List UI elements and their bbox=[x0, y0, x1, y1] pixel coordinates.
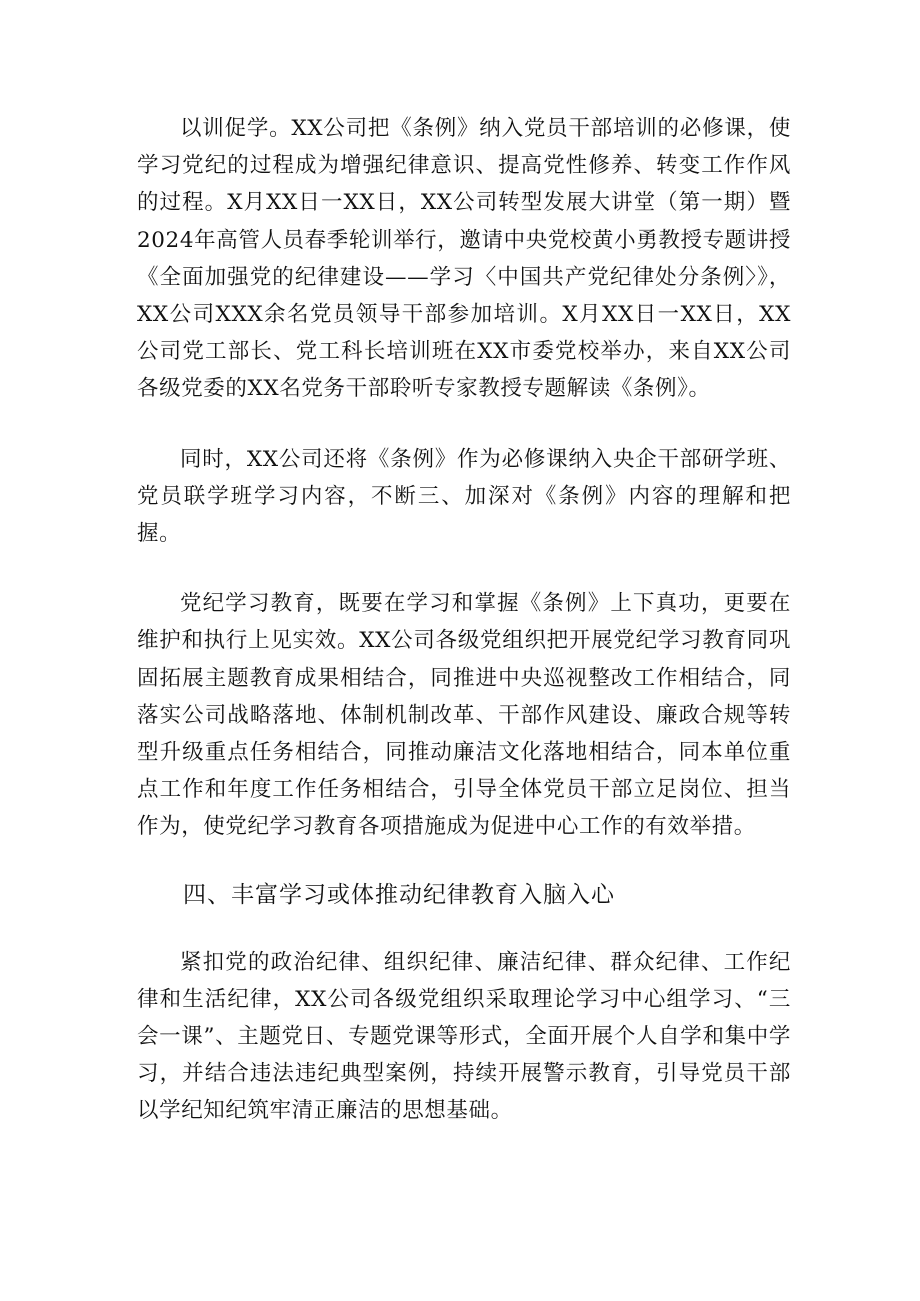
paragraph-discipline-education: 紧扣党的政治纪律、组织纪律、廉洁纪律、群众纪律、工作纪律和生活纪律，XX公司各级党组织采取理论学习中心组学习、“三会一课”、主题党日、专题党课等形式，全面开展个人自学和集中学习，并结合违法违纪典型案例，持续开展警示教育，引导党员干部以学纪知纪筑牢清正廉洁的思想基础。 bbox=[137, 949, 791, 1124]
paragraph-training: 以训促学。XX公司把《条例》纳入党员干部培训的必修课，使学习党纪的过程成为增强纪律意识、提高党性修养、转变工作作风的过程。X月XX日一XX日，XX公司转型发展大讲堂（第一期）暨2024年高管人员春季轮训举行，邀请中央党校黄小勇教授专题讲授《全面加强党的纪律建设——学习〈中国共产党纪律处分条例〉》，XX公司XXX余名党员领导干部参加培训。X月XX日一XX日，XX公司党工部长、党工科长培训班在XX市委党校举办，来自XX公司各级党委的XX名党务干部聆听专家教授专题解读《条例》。 bbox=[137, 116, 791, 402]
section-heading-four: 四、丰富学习或体推动纪律教育入脑入心 bbox=[183, 881, 615, 908]
paragraph-curriculum: 同时，XX公司还将《条例》作为必修课纳入央企干部研学班、党员联学班学习内容，不断三、加深对《条例》内容的理解和把握。 bbox=[137, 446, 791, 547]
paragraph-implementation: 党纪学习教育，既要在学习和掌握《条例》上下真功，更要在维护和执行上见实效。XX公司各级党组织把开展党纪学习教育同巩固拓展主题教育成果相结合，同推进中央巡视整改工作相结合，同落实公司战略落地、体制机制改革、干部作风建设、廉政合规等转型升级重点任务相结合，同推动廉洁文化落地相结合，同本单位重点工作和年度工作任务相结合，引导全体党员干部立足岗位、担当作为，使党纪学习教育各项措施成为促进中心工作的有效举措。 bbox=[137, 591, 791, 840]
document-body bbox=[137, 110, 791, 1130]
